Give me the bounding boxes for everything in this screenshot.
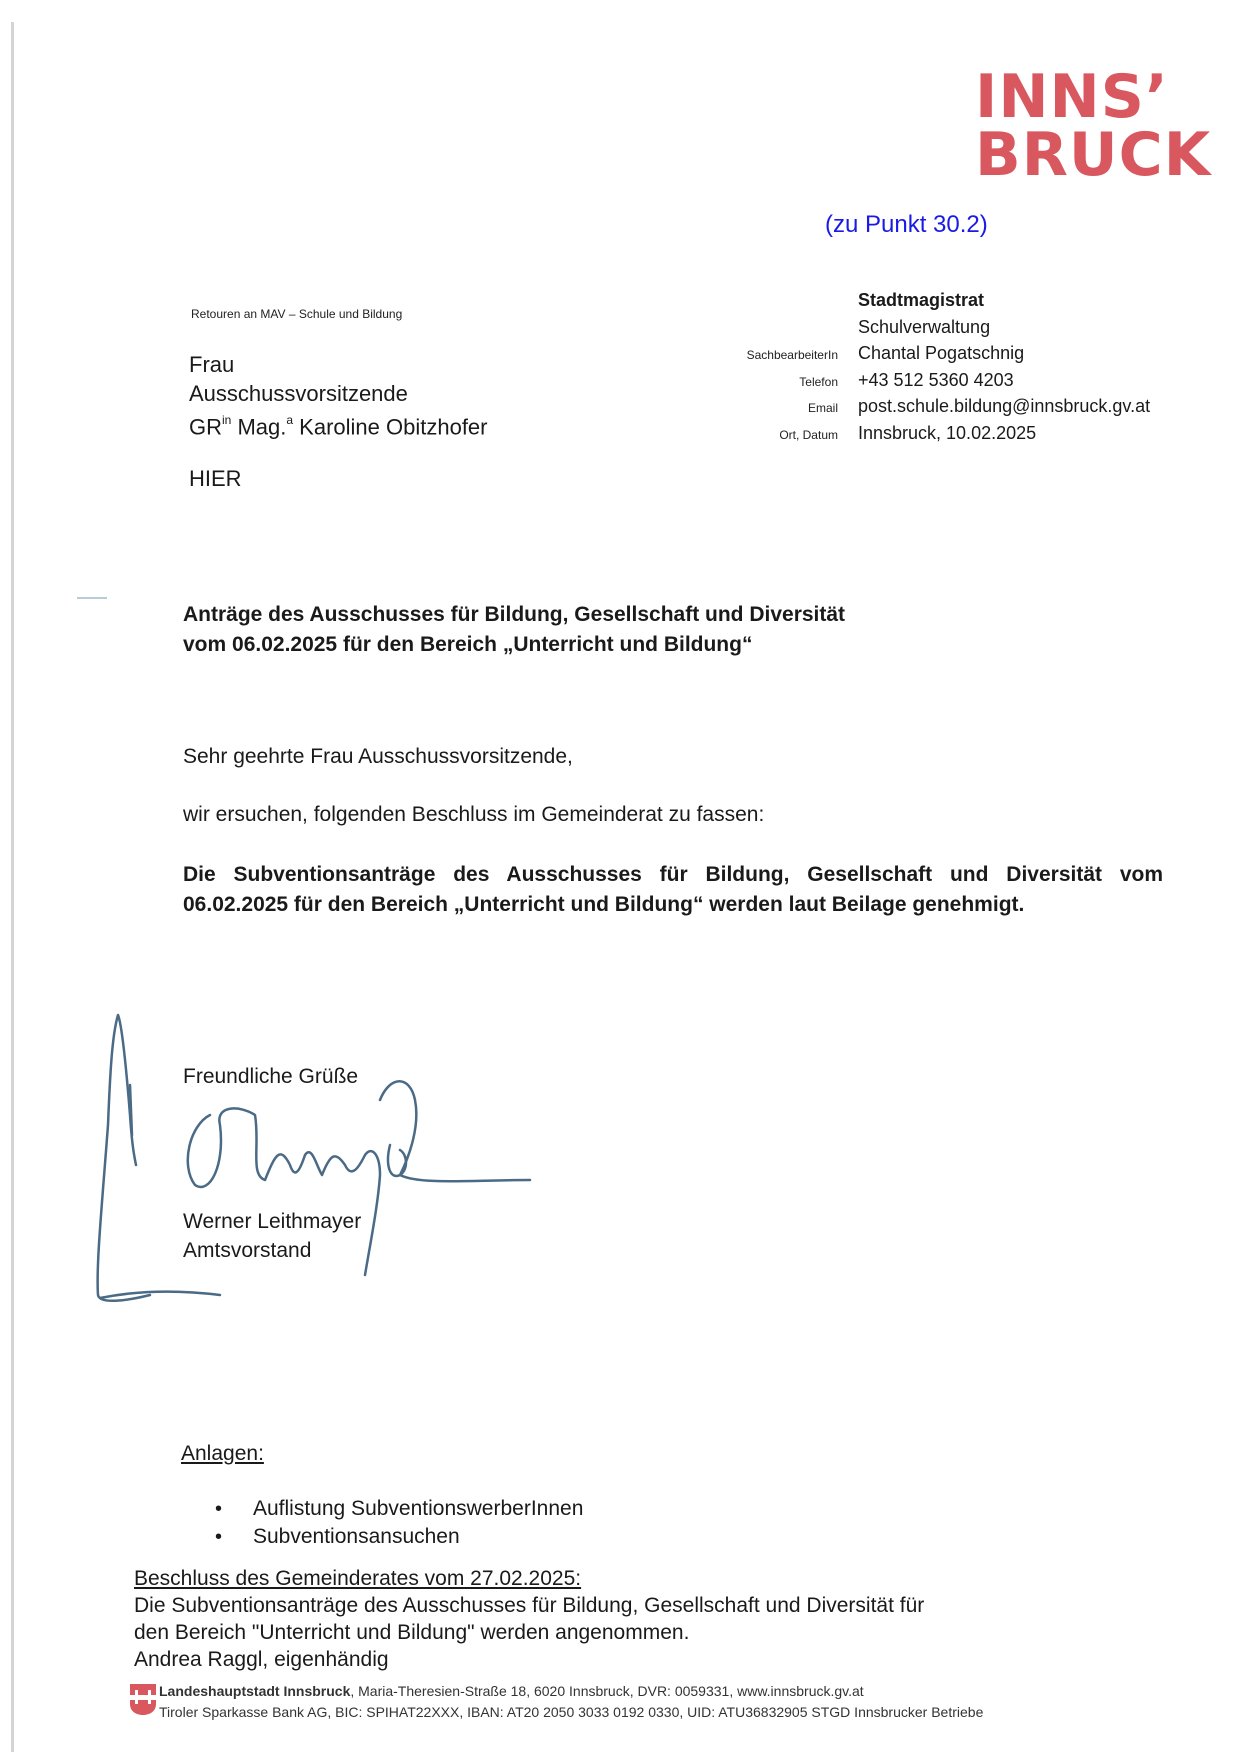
field-label: Ort, Datum	[779, 427, 838, 442]
field-label: SachbearbeiterIn	[746, 348, 838, 362]
title-prefix: GR	[189, 414, 222, 440]
recipient-name-line	[189, 408, 488, 441]
sender-field	[700, 370, 1150, 397]
title-mag: Mag.	[231, 414, 287, 440]
sender-block	[700, 290, 1150, 449]
page-edge-line	[11, 22, 14, 1752]
decision-signed-by: Andrea Raggl, eigenhändig	[134, 1648, 389, 1671]
salutation: Sehr geehrte Frau Ausschussvorsitzende,	[183, 745, 573, 768]
subject-heading	[183, 600, 845, 660]
attachment-item: • Subventionsansuchen	[215, 1523, 583, 1551]
signature-stroke	[388, 1145, 406, 1176]
sender-field	[700, 343, 1150, 370]
council-decision	[134, 1565, 924, 1673]
field-value: Innsbruck, 10.02.2025	[858, 422, 1037, 443]
request-text: wir ersuchen, folgenden Beschluss im Gemeinderat zu fassen:	[183, 803, 765, 826]
innsbruck-logo	[975, 62, 1235, 190]
signer-block	[183, 1207, 361, 1265]
recipient-location: HIER	[189, 466, 242, 491]
field-value: post.schule.bildung@innsbruck.gv.at	[858, 396, 1151, 416]
title-prefix-sup: in	[222, 413, 232, 427]
handwritten-signature	[90, 1005, 610, 1315]
attachment-item: • Auflistung SubventionswerberInnen	[215, 1495, 583, 1523]
field-label: Email	[807, 401, 838, 415]
field-value: +43 512 5360 4203	[858, 369, 1014, 390]
attachments-title: Anlagen:	[181, 1442, 264, 1465]
footer-bank-details: Tiroler Sparkasse Bank AG, BIC: SPIHAT22XXX, IBAN: AT20 2050 3033 0192 0330, UID: ATU36832905 STGD Innsbrucker Betriebe	[159, 1703, 984, 1720]
signature-stroke	[98, 1015, 150, 1301]
sender-department: Schulverwaltung	[858, 316, 991, 337]
field-value: Chantal Pogatschnig	[858, 343, 1025, 363]
sender-field	[700, 423, 1150, 450]
logo-line-1: INNS’	[975, 62, 1169, 132]
recipient-role: Ausschussvorsitzende	[189, 381, 408, 406]
signer-name: Werner Leithmayer	[183, 1210, 362, 1233]
agenda-reference: (zu Punkt 30.2)	[825, 211, 988, 238]
recipient-name: Karoline Obitzhofer	[293, 414, 488, 440]
logo-line-2: BRUCK	[975, 120, 1212, 190]
decision-line-2: den Bereich "Unterricht und Bildung" werden angenommen.	[134, 1621, 690, 1644]
closing-greeting: Freundliche Grüße	[183, 1065, 359, 1088]
field-label: Telefon	[799, 374, 838, 389]
footer-address: , Maria-Theresien-Straße 18, 6020 Innsbruck, DVR: 0059331, www.innsbruck.gv.at	[350, 1682, 864, 1699]
sender-office: Stadtmagistrat	[858, 290, 985, 310]
proposed-resolution: Die Subventionsanträge des Ausschusses für Bildung, Gesellschaft und Diversität vom 06.02.2025 für den Bereich „Unterricht und Bildung“ werden laut Beilage genehmigt.	[183, 863, 1163, 916]
title-mag-sup: a	[286, 413, 294, 427]
signature-stroke	[100, 1292, 220, 1298]
coat-of-arms-icon	[129, 1682, 157, 1716]
return-address: Retouren an MAV – Schule und Bildung	[191, 307, 403, 321]
footer-org-name: Landeshauptstadt Innsbruck	[159, 1682, 351, 1699]
letter-footer	[129, 1680, 983, 1722]
attachments-list	[215, 1495, 583, 1551]
signer-role: Amtsvorstand	[183, 1239, 312, 1262]
signature-stroke	[380, 1081, 530, 1181]
sender-field	[700, 396, 1150, 423]
fold-mark	[77, 597, 107, 599]
subject-line-2: vom 06.02.2025 für den Bereich „Unterricht und Bildung“	[183, 633, 753, 656]
decision-line-1: Die Subventionsanträge des Ausschusses für Bildung, Gesellschaft und Diversität für	[134, 1594, 925, 1617]
decision-heading: Beschluss des Gemeinderates vom 27.02.2025:	[134, 1567, 582, 1590]
recipient-salutation: Frau	[189, 352, 235, 377]
subject-line-1: Anträge des Ausschusses für Bildung, Gesellschaft und Diversität	[183, 603, 846, 626]
recipient-block	[189, 350, 488, 441]
